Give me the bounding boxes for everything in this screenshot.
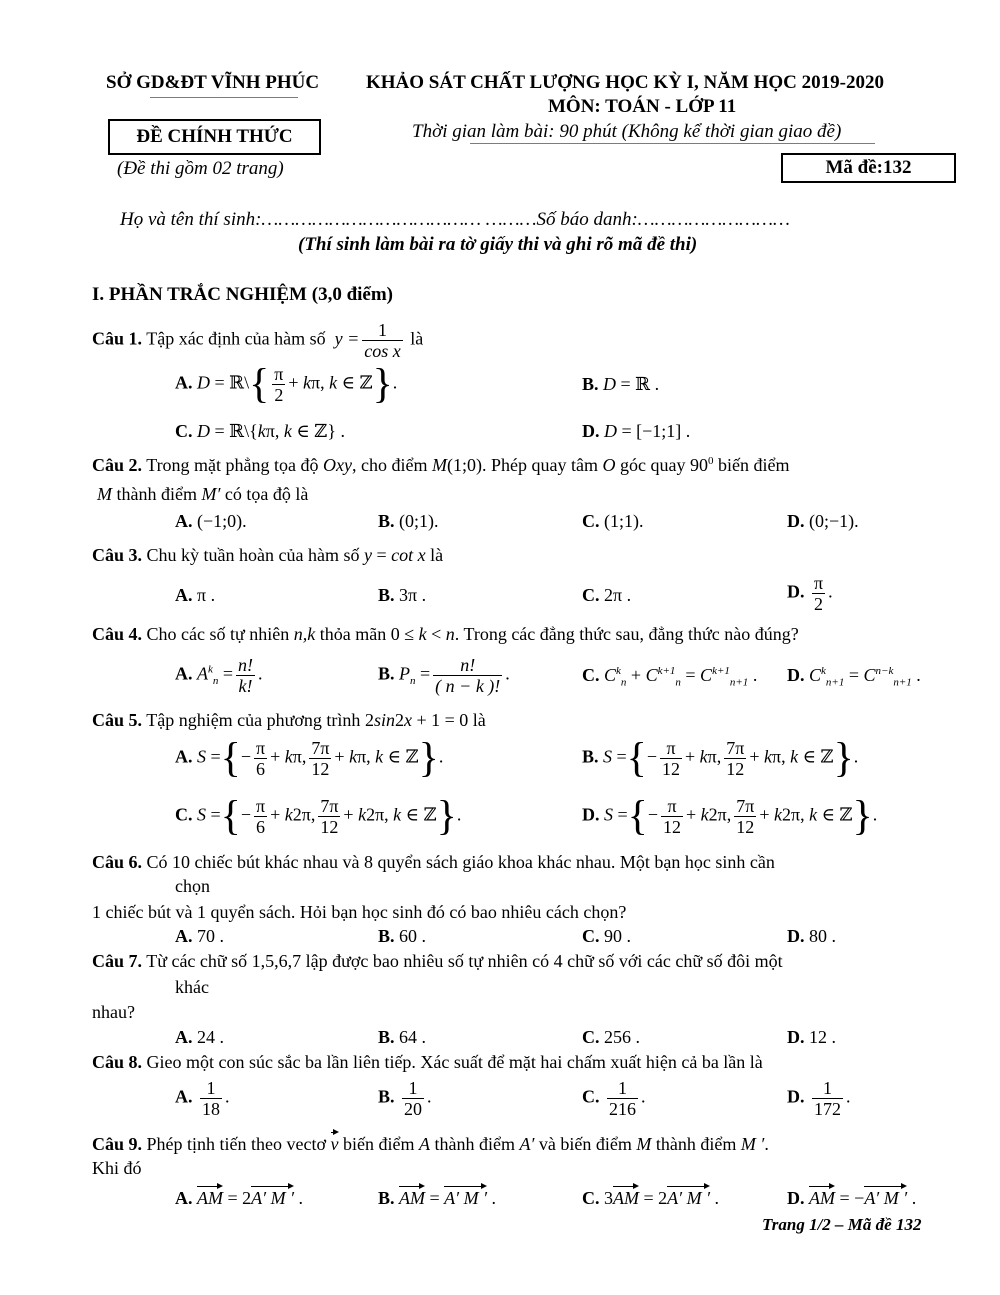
q5-option-b: B. S ={− $\frac{\pi}{12}$ + kπ, $\frac{7\pi}{12}$ + kπ, k ∈ ℤ}.: [582, 735, 859, 782]
question-9-line-2: Khi đó: [92, 1158, 142, 1178]
question-2-line-2: M thành điểm M′ có tọa độ là: [97, 484, 309, 504]
department: SỞ GD&ĐT VĨNH PHÚC: [106, 72, 320, 93]
q1-label: Câu 1.: [92, 328, 143, 349]
q4-option-b: B. $P_n$ = $\frac{n!}{( n - k )!}$ .: [378, 655, 510, 696]
question-7: Câu 7. Từ các chữ số 1,5,6,7 lập được bao nhiêu số tự nhiên có 4 chữ số với các chữ số đôi một: [92, 951, 783, 971]
q3-option-d: D. $\frac{\pi}{2}$ .: [787, 573, 833, 614]
question-8: Câu 8. Gieo một con súc sắc ba lần liên tiếp. Xác suất để mặt hai chấm xuất hiện cả ba lần là: [92, 1052, 763, 1072]
q5-option-c: C. S ={− $\frac{\pi}{6}$ + k2π, $\frac{7\pi}{12}$ + k2π, k ∈ ℤ}.: [175, 793, 462, 840]
q1-option-b: B. D = ℝ .: [582, 374, 660, 394]
underline-department: [150, 97, 298, 98]
subject: MÔN: TOÁN - LỚP 11: [548, 96, 737, 117]
question-4: Câu 4. Cho các số tự nhiên n,k thỏa mãn 0 ≤ k < n. Trong các đẳng thức sau, đẳng thức nào đúng?: [92, 624, 799, 644]
q8-option-a: A. $\frac{1}{18}$ .: [175, 1078, 230, 1119]
q7-option-d: D. 12 .: [787, 1027, 836, 1047]
q7-option-b: B. 64 .: [378, 1027, 427, 1047]
student-info-line: Họ và tên thí sinh:………………………………… ………Số báo danh:………………………: [120, 209, 790, 230]
question-5: Câu 5. Tập nghiệm của phương trình 2sin2x + 1 = 0 là: [92, 710, 486, 730]
question-9: Câu 9. Phép tịnh tiến theo vectơ v biến điểm A thành điểm A′ và biến điểm M thành điểm M ′.: [92, 1134, 769, 1154]
question-1: Câu 1. Tập xác định của hàm số y = $\frac{1}{\text{cos x}}$ là: [92, 320, 424, 361]
official-box: ĐỀ CHÍNH THỨC: [108, 119, 321, 155]
q2-option-c: C. (1;1).: [582, 511, 644, 531]
instruction: (Thí sinh làm bài ra tờ giấy thi và ghi rõ mã đề thi): [298, 234, 698, 255]
question-6: Câu 6. Có 10 chiếc bút khác nhau và 8 quyển sách giáo khoa khác nhau. Một bạn học sinh cần: [92, 852, 775, 872]
q9-option-a: A. AM = 2A′ M ′ .: [175, 1188, 304, 1208]
q2-option-a: A. (−1;0).: [175, 511, 247, 531]
q7-option-a: A. 24 .: [175, 1027, 224, 1047]
exam-time: Thời gian làm bài: 90 phút (Không kể thời gian giao đề): [412, 121, 842, 142]
page-footer: Trang 1/2 – Mã đề 132: [762, 1215, 922, 1234]
q8-option-c: C. $\frac{1}{216}$ .: [582, 1078, 646, 1119]
question-2: Câu 2. Trong mặt phẳng tọa độ Oxy, cho điểm M(1;0). Phép quay tâm O góc quay $90^0$ biến điểm: [92, 455, 790, 475]
q7-option-c: C. 256 .: [582, 1027, 640, 1047]
question-7-line-3: nhau?: [92, 1002, 135, 1022]
q1-option-c: C. D = ℝ\{kπ, k ∈ ℤ} .: [175, 421, 345, 441]
q8-option-b: B. $\frac{1}{20}$ .: [378, 1078, 432, 1119]
section-title: I. PHẦN TRẮC NGHIỆM (3,0 điểm): [92, 284, 394, 305]
exam-title: KHẢO SÁT CHẤT LƯỢNG HỌC KỲ I, NĂM HỌC 2019-2020: [366, 72, 884, 93]
q1-option-d: D. D = [−1;1] .: [582, 421, 691, 441]
q4-option-d: D. $C^k_{n+1} = C^{n-k}_{n+1}$ .: [787, 665, 921, 689]
q8-option-d: D. $\frac{1}{172}$ .: [787, 1078, 851, 1119]
q5-option-d: D. S ={− $\frac{\pi}{12}$ + k2π, $\frac{7\pi}{12}$ + k2π, k ∈ ℤ}.: [582, 793, 878, 840]
q1-option-a: A. D = ℝ\{ $\frac{\pi}{2}$ + kπ, k ∈ ℤ}.: [175, 361, 398, 408]
q2-option-d: D. (0;−1).: [787, 511, 859, 531]
q1-tail: là: [410, 328, 424, 349]
q3-option-a: A. π .: [175, 585, 216, 605]
q4-option-c: C. $C^k_n + C^{k+1}_n = C^{k+1}_{n+1}$ .: [582, 665, 758, 689]
question-6-line-2: chọn: [175, 876, 210, 896]
question-7-line-2: khác: [175, 977, 209, 997]
page-count: (Đề thi gồm 02 trang): [117, 158, 284, 179]
q9-option-d: D. AM = −A′ M ′ .: [787, 1188, 917, 1208]
q6-option-c: C. 90 .: [582, 926, 631, 946]
question-3: Câu 3. Chu kỳ tuần hoàn của hàm số y = cot x là: [92, 545, 444, 565]
exam-code-box: Mã đề:132: [781, 153, 956, 183]
q1-text: Tập xác định của hàm số: [146, 328, 326, 349]
q6-option-b: B. 60 .: [378, 926, 427, 946]
underline-time: [470, 143, 875, 144]
question-6-line-3: 1 chiếc bút và 1 quyển sách. Hỏi bạn học sinh đó có bao nhiêu cách chọn?: [92, 902, 627, 922]
q6-option-a: A. 70 .: [175, 926, 224, 946]
q9-option-c: C. 3AM = 2A′ M ′ .: [582, 1188, 720, 1208]
q4-option-a: A. $A^k_n$ = $\frac{n!}{k!}$ .: [175, 655, 263, 696]
q5-option-a: A. S ={− $\frac{\pi}{6}$ + kπ, $\frac{7\pi}{12}$ + kπ, k ∈ ℤ}.: [175, 735, 444, 782]
q9-option-b: B. AM = A′ M ′ .: [378, 1188, 497, 1208]
q2-option-b: B. (0;1).: [378, 511, 439, 531]
q6-option-d: D. 80 .: [787, 926, 836, 946]
q3-option-c: C. 2π .: [582, 585, 632, 605]
q3-option-b: B. 3π .: [378, 585, 427, 605]
